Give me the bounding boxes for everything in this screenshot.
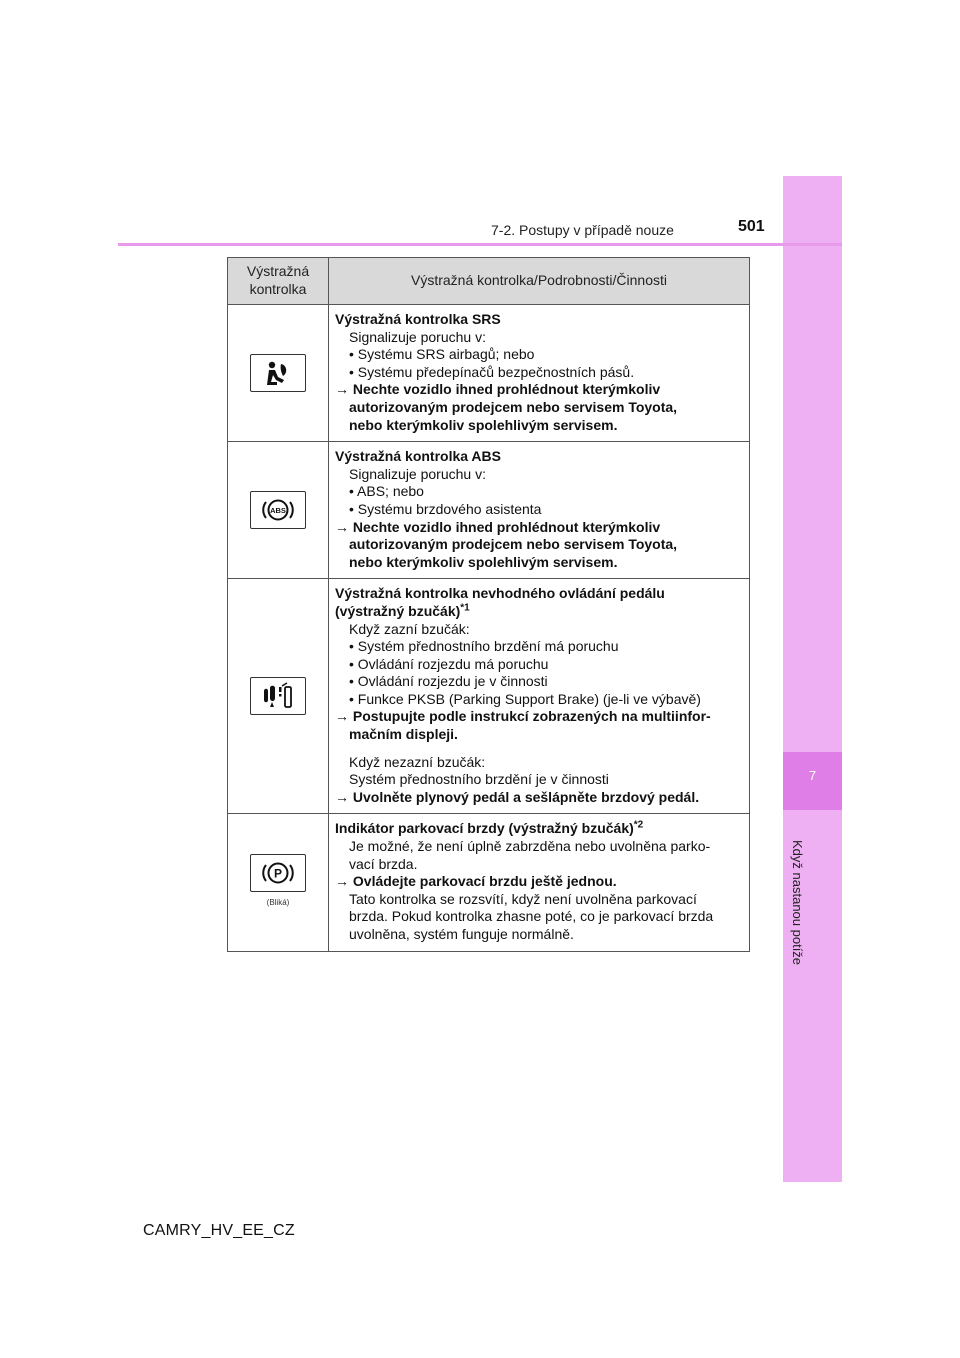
row-title: Výstražná kontrolka ABS: [335, 448, 501, 465]
case-heading: Když nezazní bzučák:: [349, 753, 486, 770]
case-heading: Když zazní bzučák:: [349, 620, 470, 637]
svg-text:ABS: ABS: [270, 506, 286, 516]
parking-brake-icon: [250, 854, 306, 892]
row-title: Indikátor parkovací brzdy (výstražný bzučák)$^{*2}$: [335, 819, 644, 837]
page-number: 501: [738, 218, 765, 235]
list-item: • Systému brzdového asistenta: [349, 500, 542, 517]
chapter-number: 7: [808, 768, 817, 783]
table-row: [228, 305, 750, 442]
icon-cell: [228, 442, 329, 579]
chapter-side-tab: [783, 176, 842, 1182]
table-row: [228, 814, 750, 951]
list-item: • Systému předepínačů bezpečnostních pásů.: [349, 363, 635, 380]
row-intro: Signalizuje poruchu v:: [349, 328, 486, 345]
list-item: • Funkce PKSB (Parking Support Brake) (je-li ve výbavě): [349, 690, 701, 707]
row-details: [329, 579, 750, 814]
abs-icon: [250, 491, 306, 529]
action-instruction: → Nechte vozidlo ihned prohlédnout kterýmkoliv autorizovaným prodejcem nebo servisem Toyota, nebo kterýmkoliv spolehlivým servisem.: [335, 381, 678, 433]
document-code: CAMRY_HV_EE_CZ: [143, 1222, 295, 1239]
list-item: • Systém přednostního brzdění má poruchu: [349, 638, 619, 655]
action-instruction: → Uvolněte plynový pedál a sešlápněte brzdový pedál.: [335, 788, 700, 805]
icon-cell: [228, 814, 329, 951]
svg-text:P: P: [273, 866, 283, 881]
list-item: • Ovládání rozjezdu má poruchu: [349, 655, 549, 672]
action-instruction: → Postupujte podle instrukcí zobrazených na multiinfor- mačním displeji.: [335, 708, 711, 743]
action-instruction: → Ovládejte parkovací brzdu ještě jednou.: [335, 873, 617, 890]
row-text: Tato kontrolka se rozsvítí, když není uvolněna parkovací brzda. Pokud kontrolka zhasne poté, co je parkovací brzda uvolněna, systém funguje normálně.: [349, 890, 714, 942]
list-item: • ABS; nebo: [349, 483, 424, 500]
table-header-row: [228, 258, 750, 305]
row-title-cont: (výstražný bzučák)$^{*1}$: [335, 602, 470, 619]
row-text: Je možné, že není úplně zabrzděna nebo uvolněna parko- vací brzda.: [349, 838, 711, 872]
footnote-ref: *1: [460, 602, 470, 614]
row-title: Výstražná kontrolka SRS: [335, 311, 501, 327]
column-header-light: Výstražná kontrolka: [228, 258, 329, 305]
row-title: Výstražná kontrolka nevhodného ovládání pedálu: [335, 585, 665, 602]
arrow-icon: →: [335, 708, 349, 725]
row-intro: Signalizuje poruchu v:: [349, 465, 486, 482]
table-row: [228, 442, 750, 579]
column-header-details: Výstražná kontrolka/Podrobnosti/Činnosti: [329, 258, 750, 305]
warning-light-table: [227, 257, 750, 952]
arrow-icon: →: [335, 381, 349, 398]
header-rule: [118, 243, 842, 246]
row-details: [329, 305, 750, 442]
list-item: • Systému SRS airbagů; nebo: [349, 346, 535, 363]
srs-airbag-icon: [250, 354, 306, 392]
list-item: • Ovládání rozjezdu je v činnosti: [349, 673, 548, 690]
arrow-icon: →: [335, 518, 349, 535]
icon-cell: [228, 305, 329, 442]
footnote-ref: *2: [633, 819, 644, 831]
arrow-icon: →: [335, 788, 349, 805]
pedal-misoperation-icon: [250, 677, 306, 715]
arrow-icon: →: [335, 873, 349, 890]
case-text: Systém přednostního brzdění je v činnosti: [349, 771, 609, 788]
icon-cell: [228, 579, 329, 814]
section-title: 7-2. Postupy v případě nouze: [491, 222, 674, 238]
chapter-title: Když nastanou potíže: [790, 840, 805, 966]
action-instruction: → Nechte vozidlo ihned prohlédnout kterýmkoliv autorizovaným prodejcem nebo servisem Toyota, nebo kterýmkoliv spolehlivým servisem.: [335, 518, 678, 570]
icon-note: (Bliká): [266, 897, 290, 907]
row-details: [329, 814, 750, 951]
row-details: [329, 442, 750, 579]
table-row: [228, 579, 750, 814]
